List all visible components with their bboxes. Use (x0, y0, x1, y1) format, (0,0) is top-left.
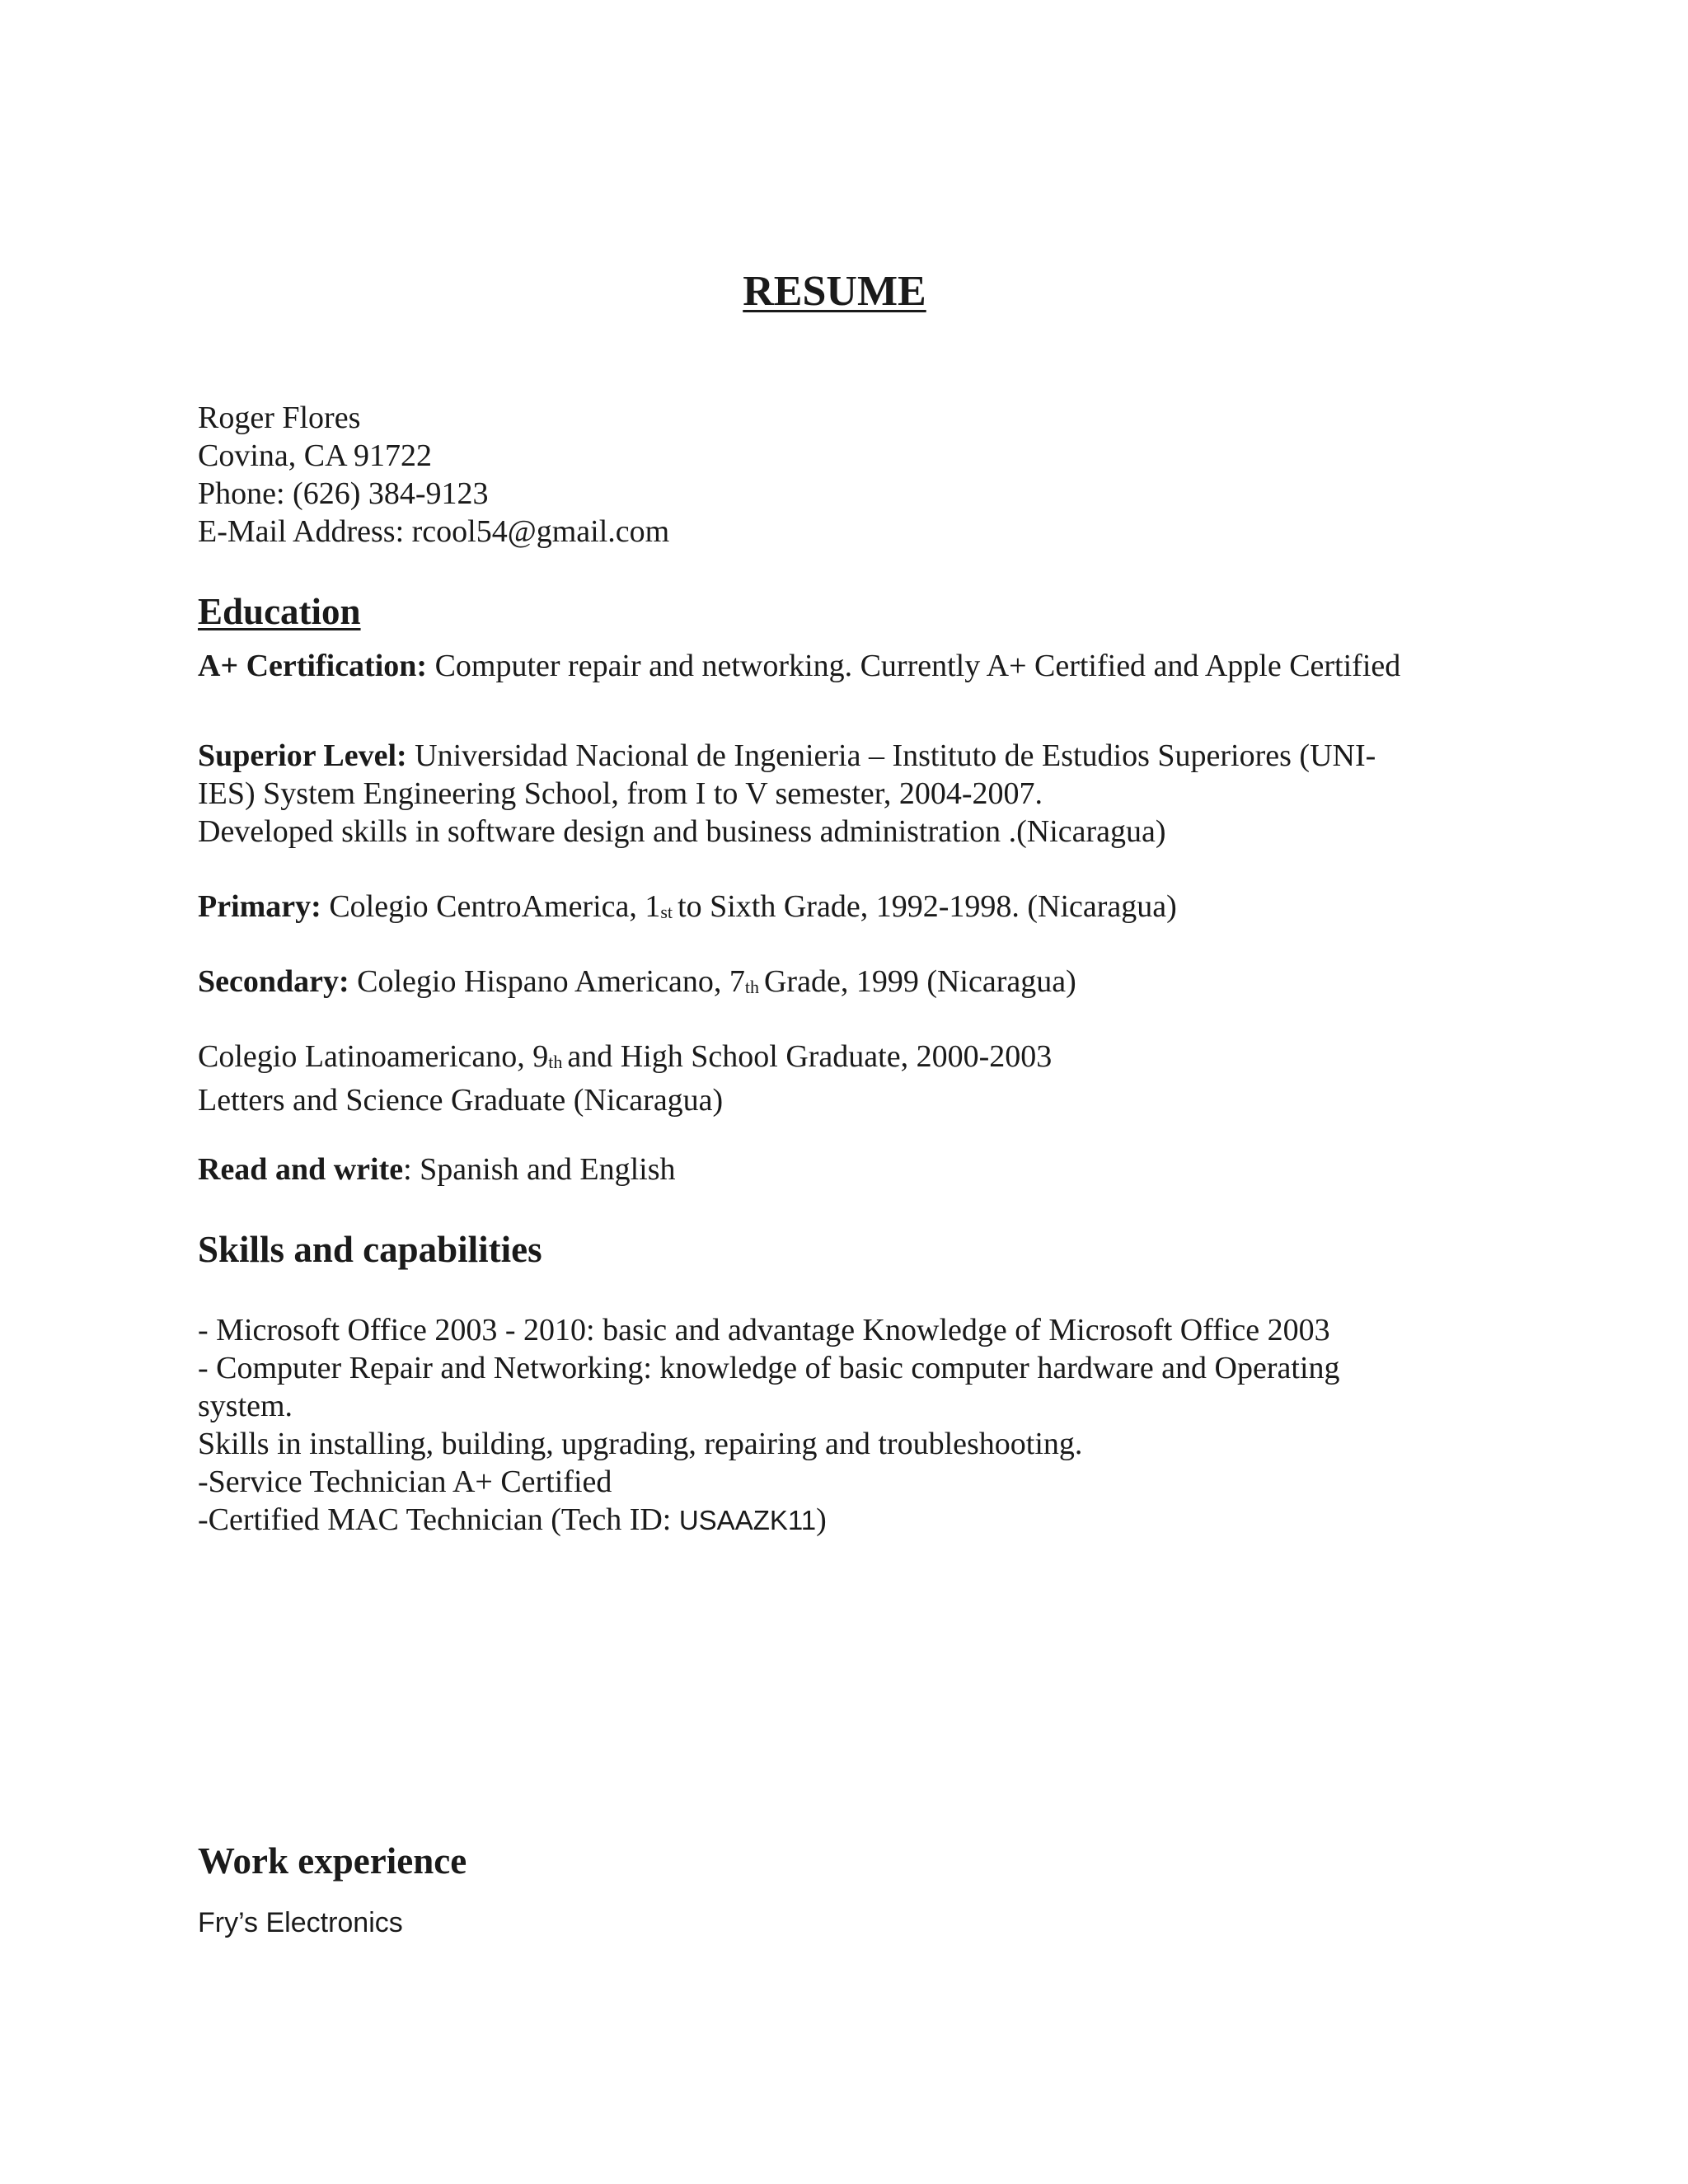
work-employer: Fry’s Electronics (198, 1907, 403, 1938)
edu-languages-label: Read and write (198, 1152, 404, 1187)
skills-line4: Skills in installing, building, upgrading, repairing and troubleshooting. (198, 1427, 1083, 1461)
edu-superior-line1 (198, 737, 1517, 775)
edu-superior-line3: Developed skills in software design and business administration .(Nicaragua) (198, 814, 1166, 849)
edu-superior-line2: IES) System Engineering School, from I to V semester, 2004-2007. (198, 776, 1043, 811)
skills-line6-post: ) (816, 1502, 827, 1537)
edu-a-plus-line (198, 647, 1517, 685)
edu-secondary-label: Secondary: (198, 964, 349, 999)
skills-line6 (198, 1501, 1517, 1540)
tech-id: USAAZK11 (678, 1505, 817, 1535)
edu-primary-ordinal: st (660, 902, 673, 922)
edu-languages-text: : Spanish and English (403, 1152, 676, 1187)
edu-primary-pre: Colegio CentroAmerica, 1 (321, 889, 661, 924)
edu-primary-line (198, 888, 1517, 931)
skills-heading: Skills and capabilities (198, 1229, 542, 1270)
edu-languages-line (198, 1151, 1517, 1188)
edu-primary-label: Primary: (198, 889, 321, 924)
edu-latinoamericano (198, 1038, 1517, 1119)
contact-block (198, 399, 1517, 551)
edu-superior (198, 737, 1517, 851)
contact-email: E-Mail Address: rcool54@gmail.com (198, 514, 670, 549)
skills-line1: - Microsoft Office 2003 - 2010: basic and advantage Knowledge of Microsoft Office 2003 (198, 1313, 1330, 1347)
education-heading: Education (198, 591, 361, 632)
edu-secondary-line (198, 963, 1517, 1006)
edu-primary-post: to Sixth Grade, 1992-1998. (Nicaragua) (678, 889, 1177, 924)
contact-address: Covina, CA 91722 (198, 438, 432, 473)
edu-latino-ordinal: th (548, 1052, 563, 1072)
edu-superior-label: Superior Level: (198, 738, 407, 773)
contact-name: Roger Flores (198, 401, 361, 435)
edu-primary (198, 888, 1517, 931)
edu-superior-text1: Universidad Nacional de Ingenieria – Instituto de Estudios Superiores (UNI- (406, 738, 1376, 773)
edu-secondary-ordinal: th (744, 977, 759, 997)
skills-line3: system. (198, 1389, 293, 1423)
edu-secondary-post: Grade, 1999 (Nicaragua) (763, 964, 1076, 999)
work-employer-block (198, 1904, 1517, 1942)
edu-secondary (198, 963, 1517, 1006)
edu-a-plus-text: Computer repair and networking. Currently A+ Certified and Apple Certified (427, 649, 1401, 683)
skills-block (198, 1311, 1517, 1540)
edu-latino-line2: Letters and Science Graduate (Nicaragua) (198, 1083, 724, 1118)
edu-a-plus-label: A+ Certification: (198, 649, 428, 683)
contact-phone: Phone: (626) 384-9123 (198, 476, 489, 511)
skills-line5: -Service Technician A+ Certified (198, 1465, 612, 1499)
edu-latino-post: and High School Graduate, 2000-2003 (567, 1039, 1053, 1074)
document-title: RESUME (743, 268, 926, 315)
skills-line6-pre: -Certified MAC Technician (Tech ID: (198, 1502, 679, 1537)
edu-latino-pre: Colegio Latinoamericano, 9 (198, 1039, 549, 1074)
edu-secondary-pre: Colegio Hispano Americano, 7 (349, 964, 745, 999)
edu-latino-line1 (198, 1038, 1517, 1081)
edu-a-plus (198, 647, 1517, 685)
edu-languages (198, 1151, 1517, 1188)
skills-line2: - Computer Repair and Networking: knowledge of basic computer hardware and Operating (198, 1351, 1340, 1385)
work-heading: Work experience (198, 1840, 467, 1882)
